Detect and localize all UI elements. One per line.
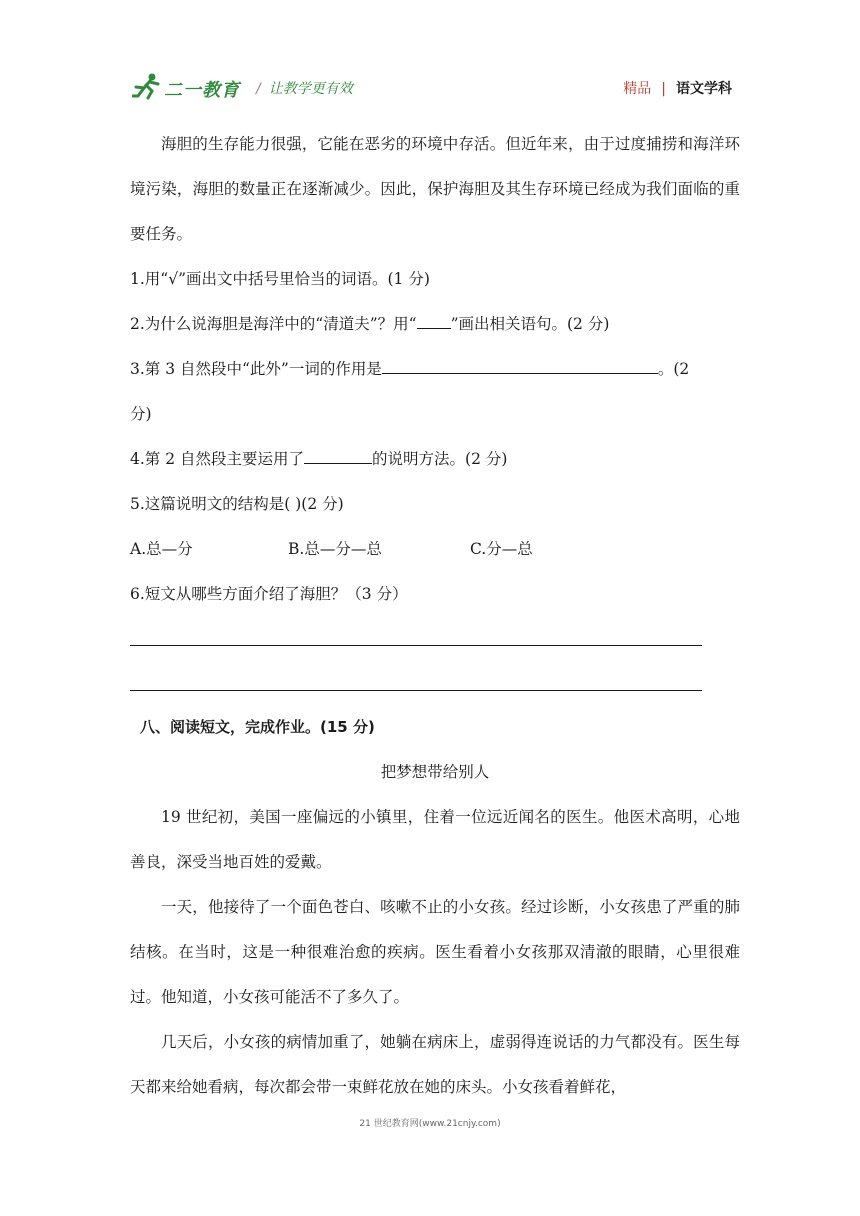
subject-label: 语文学科 [676,81,732,97]
article-title: 把梦想带给别人 [380,763,490,781]
answer-blank[interactable] [304,448,372,465]
subject-badge [623,78,732,98]
question-2-text-end: ”画出相关语句。(2 分) [450,315,610,333]
question-5: 5.这篇说明文的结构是( )(2 分) [130,495,344,513]
slogan-separator: / [256,81,261,97]
runner-logo-icon [132,72,164,100]
passage-paragraph: 海胆的生存能力很强，它能在恶劣的环境中存活。但近年来，由于过度捕捞和海洋环境污染，海胆的数量正在逐渐减少。因此，保护海胆及其生存环境已经成为我们面临的重要任务。 [130,135,740,243]
question-5-options [130,527,740,572]
section-heading: 八、阅读短文，完成作业。(15 分) [140,718,375,736]
slogan-text: 让教学更有效 [268,81,353,97]
article-paragraph: 一天，他接待了一个面色苍白、咳嗽不止的小女孩。经过诊断，小女孩患了严重的肺结核。在当时，这是一种很难治愈的疾病。医生看着小女孩那双清澈的眼睛，心里很难过。他知道，小女孩可能活不了多久了。 [130,898,740,1006]
article-paragraph: 几天后，小女孩的病情加重了，她躺在病床上，虚弱得连说话的力气都没有。医生每天都来给她看病，每次都会带一束鲜花放在她的床头。小女孩看着鲜花， [130,1033,740,1096]
option-c: C.分—总 [470,540,533,558]
option-a: A.总—分 [130,540,193,558]
slogan [256,78,353,98]
logo-text: 二一教育 [164,80,240,101]
worksheet-body [130,122,740,1110]
quality-label: 精品 [623,81,652,97]
question-3-continued: 分) [130,405,152,423]
question-3 [130,347,740,392]
question-4-text-end: 的说明方法。(2 分) [372,450,508,468]
page-footer: 21 世纪教育网(www.21cnjy.com) [359,1119,501,1129]
underline-sample [417,313,451,330]
question-3-text-end: 。(2 [657,360,690,378]
page-header [132,68,732,108]
question-4-text-start: 4.第 2 自然段主要运用了 [130,450,305,468]
option-b: B.总—分—总 [288,540,382,558]
brand-logo [132,68,252,108]
answer-blank[interactable] [382,358,658,375]
badge-divider: | [661,81,666,97]
question-6: 6.短文从哪些方面介绍了海胆？（3 分） [130,585,408,603]
question-2 [130,302,740,347]
question-1: 1.用“√”画出文中括号里恰当的词语。(1 分) [130,270,430,288]
question-3-text-start: 3.第 3 自然段中“此外”一词的作用是 [130,360,382,378]
question-4 [130,437,740,482]
question-2-text-start: 2.为什么说海胆是海洋中的“清道夫”？用“ [130,315,417,333]
article-paragraph: 19 世纪初，美国一座偏远的小镇里，住着一位远近闻名的医生。他医术高明，心地善良，深受当地百姓的爱戴。 [130,808,740,871]
